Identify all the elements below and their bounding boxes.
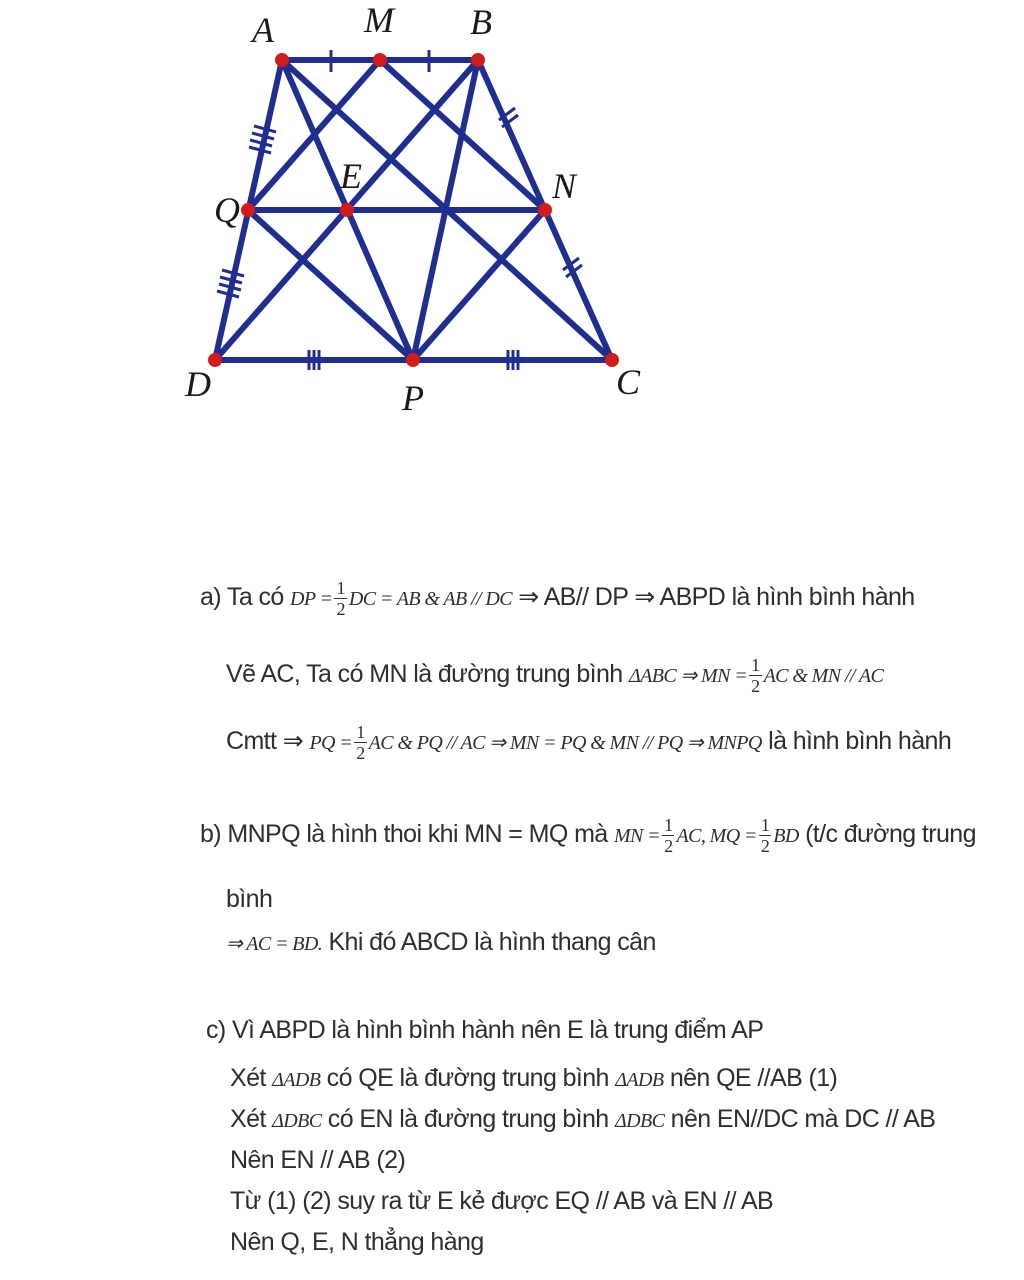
solution-c-line5: Từ (1) (2) suy ra từ E kẻ được EQ // AB và EN // AB <box>230 1187 774 1215</box>
figure-segments <box>215 60 612 360</box>
point-N <box>538 203 552 217</box>
label-Q: Q <box>214 190 240 230</box>
label-D: D <box>185 364 211 404</box>
label-P: P <box>402 378 424 418</box>
segment-MN <box>380 60 545 210</box>
point-E <box>340 203 354 217</box>
label-M: M <box>364 0 394 40</box>
label-A: A <box>252 10 274 50</box>
point-P <box>406 353 420 367</box>
solution-a-line2: Vẽ AC, Ta có MN là đường trung bình ΔABC ⇒ MN = $\frac{1}{2}$ AC & MN // AC <box>226 655 884 696</box>
fraction: $\frac{1}{2}$ <box>760 815 770 856</box>
label-B: B <box>470 2 492 42</box>
point-M <box>373 53 387 67</box>
point-Q <box>241 203 255 217</box>
solution-a-line3: Cmtt ⇒ PQ = $\frac{1}{2}$ AC & PQ // AC ⇒ MN = PQ & MN // PQ ⇒ MNPQ là hình bình hành <box>226 722 952 763</box>
fraction: $\frac{1}{2}$ <box>751 655 760 696</box>
fraction: $\frac{1}{2}$ <box>356 722 365 763</box>
solution-a-line1: a) Ta có DP = $\frac{1}{2}$ DC = AB & AB // DC ⇒ AB// DP ⇒ ABPD là hình bình hành <box>200 578 915 619</box>
solution-c-line2: Xét ΔADB có QE là đường trung bình ΔADB nên QE //AB (1) <box>230 1064 838 1092</box>
solution-c-line1: c) Vì ABPD là hình bình hành nên E là trung điểm AP <box>206 1016 764 1044</box>
solution-c-line4: Nên EN // AB (2) <box>230 1146 406 1174</box>
point-A <box>275 53 289 67</box>
point-B <box>471 53 485 67</box>
fraction: $\frac{1}{2}$ <box>336 578 345 619</box>
trapezoid-figure <box>0 0 1024 440</box>
solution-b-line1: b) MNPQ là hình thoi khi MN = MQ mà MN = $\frac{1}{2}$ AC, MQ = $\frac{1}{2}$ BD (t/c đường trung <box>200 815 976 856</box>
solution-b-line3: ⇒ AC = BD. Khi đó ABCD là hình thang cân <box>226 928 656 956</box>
label-E: E <box>340 156 362 196</box>
solution-c-line6: Nên Q, E, N thẳng hàng <box>230 1228 484 1256</box>
solution-b-line2: bình <box>226 885 273 913</box>
fraction: $\frac{1}{2}$ <box>664 815 673 856</box>
label-C: C <box>616 362 641 402</box>
label-N: N <box>552 166 577 206</box>
solution-c-line3: Xét ΔDBC có EN là đường trung bình ΔDBC nên EN//DC mà DC // AB <box>230 1105 936 1133</box>
